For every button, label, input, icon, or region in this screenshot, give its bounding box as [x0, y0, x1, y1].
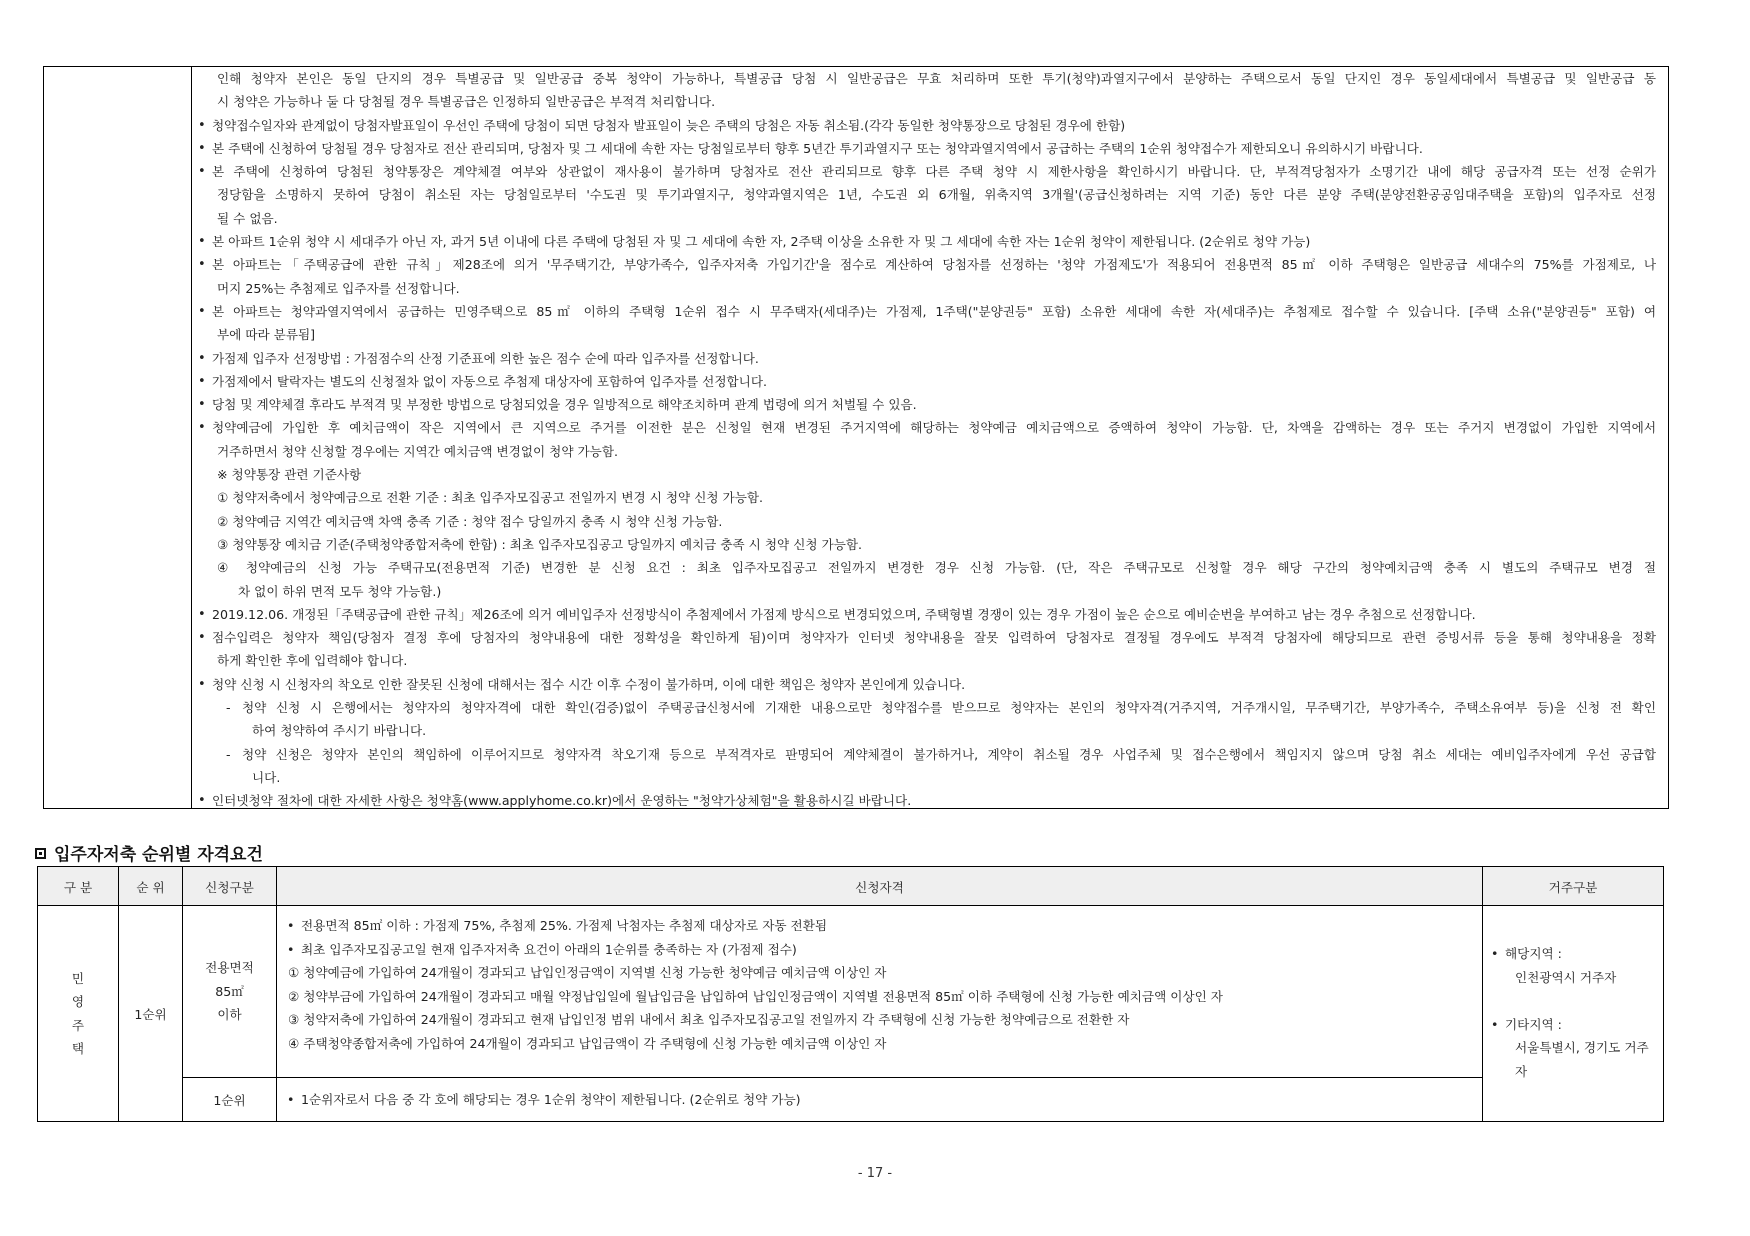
notice-line: • 청약예금에 가입한 후 예치금액이 작은 지역에서 큰 지역으로 주거를 이전한 분은 신청일 현재 변경된 주거지역에 해당하는 청약예금 예치금액으로 증액하여 청약이 가능함. 단, 차액을 감액하는 경우 또는 주거지 변경없이 가입한 지역에서: [198, 416, 1656, 439]
notice-line: 니다.: [252, 769, 281, 785]
notice-line: 부에 따라 분류됨]: [217, 327, 316, 343]
notice-line: • 본 주택에 신청하여 당첨될 경우 당첨자로 전산 관리되며, 당첨자 및 그 세대에 속한 자는 당첨일로부터 향후 5년간 투기과열지구 또는 청약과열지역에서 공급하는 주택의 1순위 청약접수가 제한되오니 유의하시기 바랍니다.: [198, 137, 1656, 160]
area-text: 85㎡: [215, 983, 244, 999]
notice-line: 시 청약은 가능하나 둘 다 당첨될 경우 특별공급은 인정하되 일반공급은 부적격 처리합니다.: [217, 94, 716, 110]
rank-cell: 1순위: [119, 906, 183, 1122]
table-header-row: [38, 867, 1664, 906]
table-row: [38, 1078, 1664, 1122]
header-qualification: 신청자격: [277, 867, 1483, 906]
residence-cell: [1483, 906, 1664, 1122]
notice-line: 거주하면서 청약 신청할 경우에는 지역간 예치금액 변경없이 청약 가능함.: [217, 443, 618, 459]
qualification-line: • 최초 입주자모집공고일 현재 입주자저축 요건이 아래의 1순위를 충족하는 자 (가점제 접수): [285, 938, 1482, 962]
notice-line: • 가점제 입주자 선정방법 : 가점점수의 산정 기준표에 의한 높은 점수 순에 따라 입주자를 선정합니다.: [198, 347, 1656, 370]
notice-line: • 당첨 및 계약체결 후라도 부적격 및 부정한 방법으로 당첨되었을 경우 일방적으로 해약조치하며 관계 법령에 의거 처벌될 수 있음.: [198, 393, 1656, 416]
notice-line: - 청약 신청 시 은행에서는 청약자의 청약자격에 대한 확인(검증)없이 주택공급신청서에 기재한 내용으로만 청약접수를 받으므로 청약자는 본인의 청약자격(거주지역, 거주개시일, 무주택기간, 부양가족수, 주택소유여부 등)을 신청 전 확인: [198, 696, 1656, 719]
table-row: [38, 906, 1664, 1078]
local-region-label: • 해당지역 :: [1491, 942, 1655, 966]
qualification-cell: [277, 906, 1483, 1078]
notice-line: 인해 청약자 본인은 동일 단지의 경우 특별공급 및 일반공급 중복 청약이 가능하나, 특별공급 당첨 시 일반공급은 무효 처리하며 또한 투기(청약)과열지구에서 분양하는 주택으로서 동일 단지인 경우 동일세대에서 특별공급 및 일반공급 동: [217, 71, 1656, 86]
notice-line: • 본 아파트 1순위 청약 시 세대주가 아닌 자, 과거 5년 이내에 다른 주택에 당첨된 자 및 그 세대에 속한 자, 2주택 이상을 소유한 자 및 그 세대에 속한 자는 1순위 청약이 제한됩니다. (2순위로 청약 가능): [198, 230, 1656, 253]
header-application-type: 신청구분: [183, 867, 277, 906]
notice-line: • 2019.12.06. 개정된「주택공급에 관한 규칙」제26조에 의거 예비입주자 선정방식이 추첨제에서 가점제 방식으로 변경되었으며, 주택형별 경쟁이 있는 경우 가점이 높은 순으로 예비순번을 부여하고 남는 경우 추첨으로 선정합니다.: [198, 603, 1656, 626]
other-region-value: 자: [1515, 1063, 1528, 1079]
notice-line: 정당함을 소명하지 못하여 당첨이 취소된 자는 당첨일로부터 '수도권 및 투기과열지구, 청약과열지역은 1년, 수도권 외 6개월, 위축지역 3개월'(공급신청하려는 지역 기준) 동안 다른 분양 주택(분양전환공공임대주택을 포함)의 입주자로 선정: [217, 187, 1656, 203]
header-category: 구 분: [38, 867, 119, 906]
qualification-line: • 전용면적 85㎡ 이하 : 가점제 75%, 추첨제 25%. 가점제 낙첨자는 추첨제 대상자로 자동 전환됨: [285, 914, 1482, 938]
notice-line: ※ 청약통장 관련 기준사항: [217, 467, 362, 483]
notice-content: [198, 67, 1656, 813]
notice-line: 될 수 없음.: [217, 210, 278, 226]
page-number: - 17 -: [857, 1166, 893, 1181]
notice-line: 머지 25%는 추첨제로 입주자를 선정합니다.: [217, 280, 460, 296]
notice-line: • 본 아파트는 청약과열지역에서 공급하는 민영주택으로 85㎡ 이하의 주택형 1순위 접수 시 무주택자(세대주)는 가점제, 1주택("분양권등" 포함) 소유한 세대에 속한 자(세대주)는 추첨제로 접수할 수 있습니다. [주택 소유("분양권등" 포함) 여: [198, 300, 1656, 323]
category-char: 택: [71, 1041, 85, 1056]
category-char: 영: [71, 994, 85, 1009]
qualification-line: ① 청약예금에 가입하여 24개월이 경과되고 납입인정금액이 지역별 신청 가능한 청약예금 예치금액 이상인 자: [288, 965, 887, 980]
local-region-value: 인천광역시 거주자: [1515, 969, 1617, 985]
area-text: 이하: [217, 1007, 242, 1023]
square-bullet-icon: [35, 848, 46, 859]
qualification-line: ③ 청약저축에 가입하여 24개월이 경과되고 현재 납입인정 범위 내에서 최초 입주자모집공고일 전일까지 각 주택형에 신청 가능한 청약예금으로 전환한 자: [288, 1012, 1130, 1027]
notice-line: 하게 확인한 후에 입력해야 합니다.: [217, 653, 408, 669]
notice-box: [43, 66, 1669, 809]
rank-restriction-cell: 1순위: [183, 1078, 277, 1122]
notice-line: 차 없이 하위 면적 모두 청약 가능함.): [238, 583, 442, 599]
notice-label-column: [44, 67, 192, 808]
notice-line: • 본 아파트는「주택공급에 관한 규칙」제28조에 의거 '무주택기간, 부양가족수, 입주자저축 가입기간'을 점수로 계산하여 당첨자를 선정하는 '청약 가점제도'가 적용되어 전용면적 85㎡ 이하 주택형은 일반공급 세대수의 75%를 가점제로, 나: [198, 253, 1656, 276]
notice-line: • 청약접수일자와 관계없이 당첨자발표일이 우선인 주택에 당첨이 되면 당첨자 발표일이 늦은 주택의 당첨은 자동 취소됨.(각각 동일한 청약통장으로 당첨된 경우에 한함): [198, 114, 1656, 137]
category-char: 주: [71, 1017, 85, 1033]
notice-line: - 청약 신청은 청약자 본인의 책임하에 이루어지므로 청약자격 착오기재 등으로 부적격자로 판명되어 계약체결이 불가하거나, 계약이 취소될 경우 사업주체 및 접수은행에서 책임지지 않으며 당첨 취소 세대는 예비입주자에게 우선 공급합: [198, 743, 1656, 766]
qualification-line: ② 청약부금에 가입하여 24개월이 경과되고 매월 약정납입일에 월납입금을 납입하여 납입인정금액이 지역별 전용면적 85㎡ 이하 주택형에 신청 가능한 예치금액 이상인 자: [288, 988, 1223, 1004]
notice-line: ③ 청약통장 예치금 기준(주택청약종합저축에 한함) : 최초 입주자모집공고 당일까지 예치금 충족 시 청약 신청 가능함.: [217, 536, 863, 552]
area-cell: [183, 906, 277, 1078]
header-rank: 순 위: [119, 867, 183, 906]
other-region-label: • 기타지역 :: [1491, 1013, 1655, 1037]
notice-line: • 청약 신청 시 신청자의 착오로 인한 잘못된 신청에 대해서는 접수 시간 이후 수정이 불가하며, 이에 대한 책임은 청약자 본인에게 있습니다.: [198, 673, 1656, 696]
notice-line: 하여 청약하여 주시기 바랍니다.: [252, 723, 427, 739]
eligibility-table: [37, 866, 1664, 1122]
notice-line: • 가점제에서 탈락자는 별도의 신청절차 없이 자동으로 추첨제 대상자에 포함하여 입주자를 선정합니다.: [198, 370, 1656, 393]
restriction-cell: [277, 1078, 1483, 1122]
notice-line: • 본 주택에 신청하여 당첨된 청약통장은 계약체결 여부와 상관없이 재사용이 불가하며 당첨자로 전산 관리되므로 향후 다른 주택 청약 시 제한사항을 확인하시기 바랍니다. 단, 부적격당첨자가 소명기간 내에 해당 공급자격 또는 선정 순위가: [198, 160, 1656, 183]
section-heading: [35, 840, 263, 865]
notice-line: ④ 청약예금의 신청 가능 주택규모(전용면적 기준) 변경한 분 신청 요건 : 최초 입주자모집공고 전일까지 변경한 경우 신청 가능함. (단, 작은 주택규모로 신청할 경우 해당 구간의 청약예치금액 충족 시 별도의 주택규모 변경 절: [217, 560, 1656, 576]
notice-line: • 점수입력은 청약자 책임(당첨자 결정 후에 당첨자의 청약내용에 대한 정확성을 확인하게 됨)이며 청약자가 인터넷 청약내용을 잘못 입력하여 당첨자로 결정될 경우에도 부적격 당첨자에 해당되므로 관련 증빙서류 등을 통해 청약내용을 정확: [198, 626, 1656, 649]
header-residence: 거주구분: [1483, 867, 1664, 906]
restriction-text: • 1순위자로서 다음 중 각 호에 해당되는 경우 1순위 청약이 제한됩니다. (2순위로 청약 가능): [285, 1088, 1482, 1112]
category-cell: [38, 906, 119, 1122]
section-title: 입주자저축 순위별 자격요건: [54, 845, 263, 865]
area-text: 전용면적: [205, 960, 254, 976]
notice-line: • 인터넷청약 절차에 대한 자세한 사항은 청약홈(www.applyhome.co.kr)에서 운영하는 "청약가상체험"을 활용하시길 바랍니다.: [198, 789, 1656, 812]
category-char: 민: [71, 970, 85, 986]
qualification-line: ④ 주택청약종합저축에 가입하여 24개월이 경과되고 납입금액이 각 주택형에 신청 가능한 예치금액 이상인 자: [288, 1035, 887, 1051]
other-region-value: 서울특별시, 경기도 거주: [1515, 1040, 1649, 1055]
notice-line: ① 청약저축에서 청약예금으로 전환 기준 : 최초 입주자모집공고 전일까지 변경 시 청약 신청 가능함.: [217, 490, 764, 506]
notice-line: ② 청약예금 지역간 예치금액 차액 충족 기준 : 청약 접수 당일까지 충족 시 청약 신청 가능함.: [217, 513, 723, 529]
